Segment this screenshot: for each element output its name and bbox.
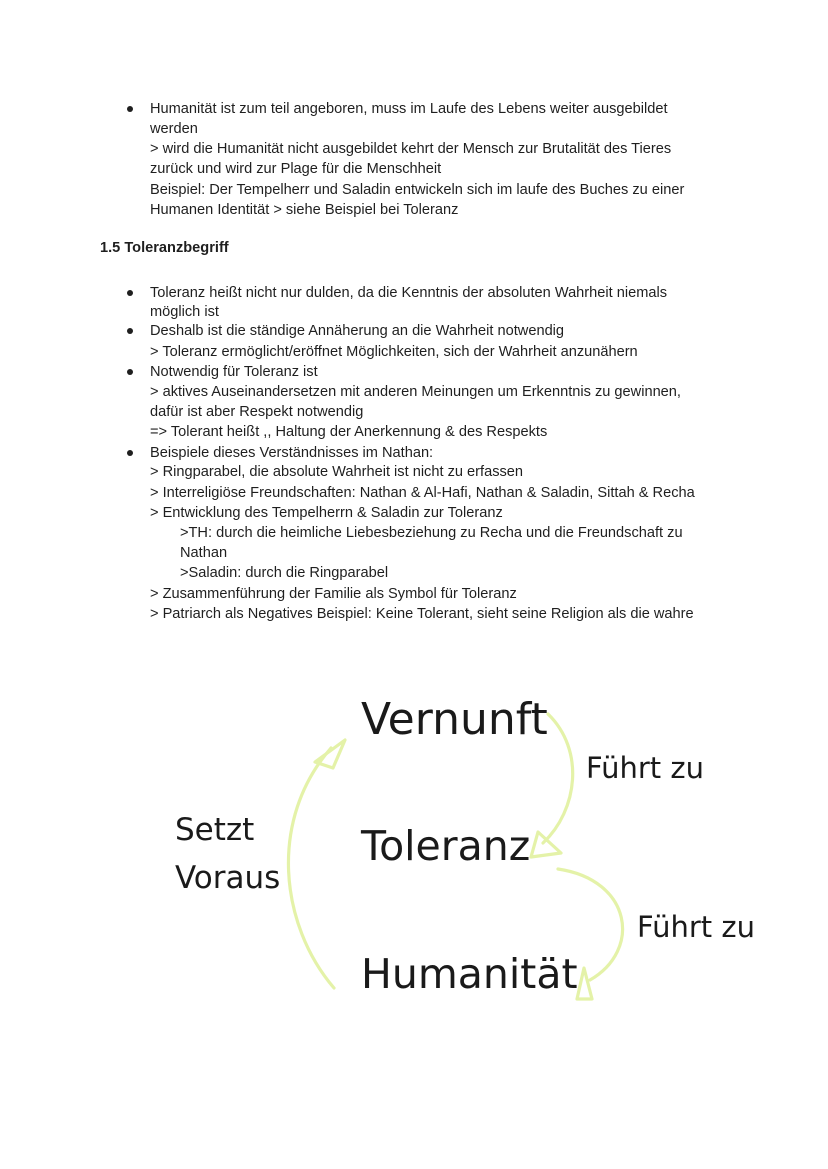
body-text-line: > Toleranz ermöglicht/eröffnet Möglichkeiten, sich der Wahrheit anzunähern bbox=[150, 344, 638, 360]
body-text-line: > Zusammenführung der Familie als Symbol für Toleranz bbox=[150, 586, 517, 602]
body-text-line: zurück und wird zur Plage für die Menschheit bbox=[150, 161, 442, 177]
body-text-line: > Entwicklung des Tempelherrn & Saladin zur Toleranz bbox=[150, 505, 503, 521]
section-heading: 1.5 Toleranzbegriff bbox=[100, 240, 229, 256]
body-text-line: Nathan bbox=[180, 545, 228, 561]
arrow-setzt-voraus bbox=[288, 748, 334, 988]
body-text-line: Notwendig für Toleranz ist bbox=[150, 364, 318, 380]
body-text-line: werden bbox=[150, 121, 198, 137]
arrowhead-up bbox=[315, 740, 345, 768]
body-text-line: Beispiele dieses Verständnisses im Nathan: bbox=[150, 445, 434, 461]
body-text-line: dafür ist aber Respekt notwendig bbox=[150, 404, 364, 420]
body-text-line: Humanität ist zum teil angeboren, muss im Laufe des Lebens weiter ausgebildet bbox=[150, 101, 668, 117]
body-text-line: Toleranz heißt nicht nur dulden, da die Kenntnis der absoluten Wahrheit niemals bbox=[150, 285, 668, 301]
body-text-line: Deshalb ist die ständige Annäherung an die Wahrheit notwendig bbox=[150, 323, 565, 339]
node-toleranz: Toleranz bbox=[361, 822, 531, 870]
label-setzt: Setzt bbox=[175, 812, 255, 848]
label-fuehrt-zu-lower: Führt zu bbox=[637, 910, 755, 944]
arrowhead-upper bbox=[531, 832, 561, 857]
body-text-line: >Saladin: durch die Ringparabel bbox=[180, 565, 389, 581]
body-text-line: > Interreligiöse Freundschaften: Nathan & Al-Hafi, Nathan & Saladin, Sittah & Recha bbox=[150, 485, 695, 501]
body-text-line: > wird die Humanität nicht ausgebildet kehrt der Mensch zur Brutalität des Tieres bbox=[150, 141, 672, 157]
body-text-line: Beispiel: Der Tempelherr und Saladin entwickeln sich im laufe des Buches zu einer bbox=[150, 182, 685, 198]
body-text-line: Humanen Identität > siehe Beispiel bei Toleranz bbox=[150, 202, 459, 218]
body-text-line: > Ringparabel, die absolute Wahrheit ist nicht zu erfassen bbox=[150, 464, 524, 480]
body-text-line: > aktives Auseinandersetzen mit anderen Meinungen um Erkenntnis zu gewinnen, bbox=[150, 384, 681, 400]
arrowhead-lower bbox=[577, 968, 592, 999]
node-humanitaet: Humanität bbox=[361, 950, 578, 998]
body-text-line: >TH: durch die heimliche Liebesbeziehung zu Recha und die Freundschaft zu bbox=[180, 525, 683, 541]
label-fuehrt-zu-upper: Führt zu bbox=[586, 751, 704, 785]
label-voraus: Voraus bbox=[175, 860, 281, 896]
body-text-line: => Tolerant heißt ,, Haltung der Anerkennung & des Respekts bbox=[150, 424, 548, 440]
body-text-line: > Patriarch als Negatives Beispiel: Keine Tolerant, sieht seine Religion als die wahre bbox=[150, 606, 694, 622]
body-text-line: möglich ist bbox=[150, 304, 219, 320]
node-vernunft: Vernunft bbox=[361, 694, 548, 745]
